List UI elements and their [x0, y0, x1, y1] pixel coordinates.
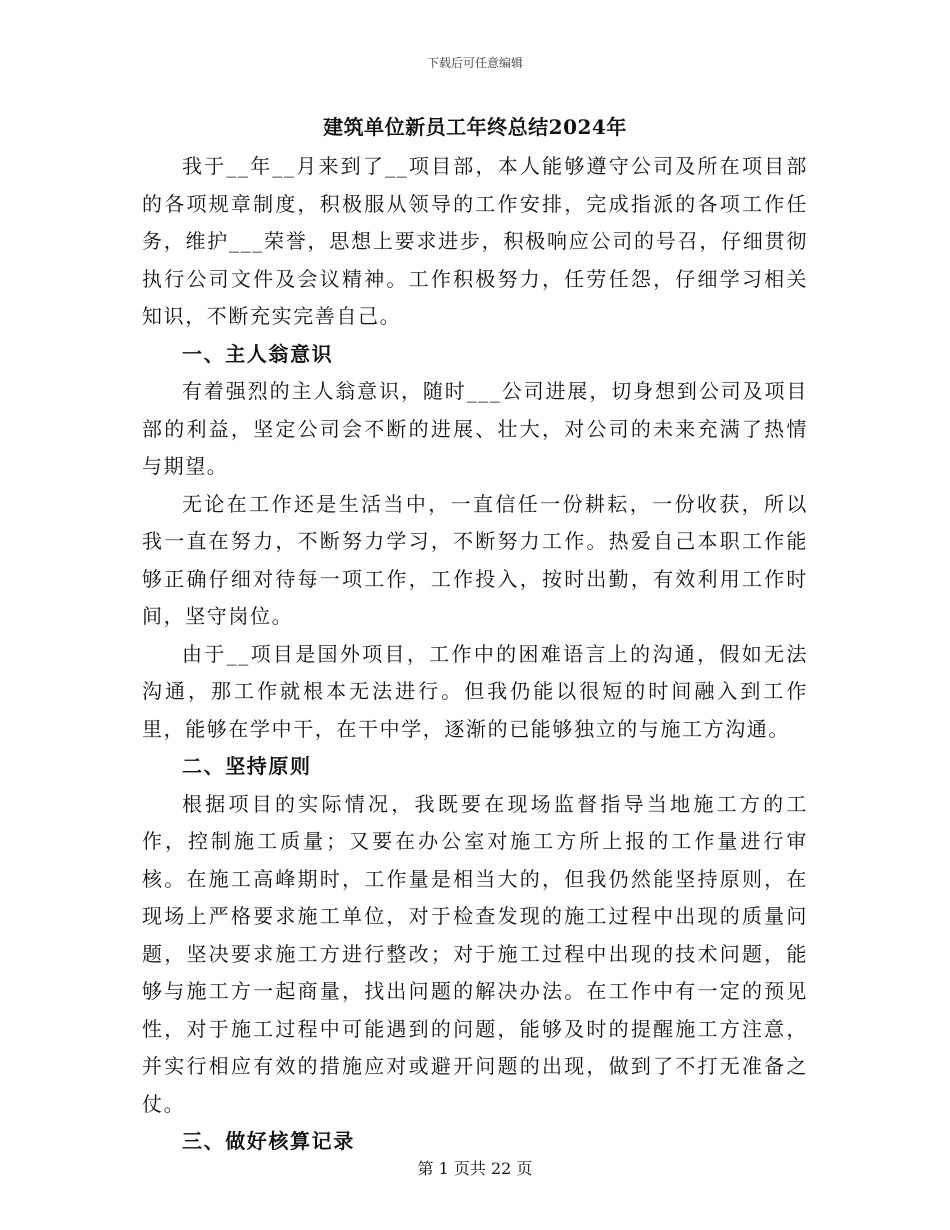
- page-header-note: 下载后可任意编辑: [426, 56, 523, 70]
- section-heading-ownership: 一、主人翁意识: [182, 341, 334, 366]
- section-heading-accounting: 三、做好核算记录: [182, 1129, 355, 1153]
- paragraph: 有着强烈的主人翁意识，随时___公司进展，切身想到公司及项目部的利益，坚定公司会不断的进展、壮大，对公司的未来充满了热情与期望。: [142, 379, 808, 478]
- section-heading-principles: 二、坚持原则: [182, 754, 312, 778]
- document-title: 建筑单位新员工年终总结2024年: [323, 115, 627, 139]
- page-number-footer: 第 1 页共 22 页: [417, 1159, 533, 1178]
- paragraph: 根据项目的实际情况，我既要在现场监督指导当地施工方的工作，控制施工质量；又要在办公室对施工方所上报的工作量进行审核。在施工高峰期时，工作量是相当大的，但我仍然能坚持原则，在现场上严格要求施工单位，对于检查发现的施工过程中出现的质量问题，坚决要求施工方进行整改；对于施工过程中出现的技术问题，能够与施工方一起商量，找出问题的解决办法。在工作中有一定的预见性，对于施工过程中可能遇到的问题，能够及时的提醒施工方注意，并实行相应有效的措施应对或避开问题的出现，做到了不打无准备之仗。: [142, 791, 808, 1116]
- document-body: [142, 114, 808, 1161]
- intro-paragraph: 我于__年__月来到了__项目部，本人能够遵守公司及所在项目部的各项规章制度，积极服从领导的工作安排，完成指派的各项工作任务，维护___荣誉，思想上要求进步，积极响应公司的号召，仔细贯彻执行公司文件及会议精神。工作积极努力，任劳任怨，仔细学习相关知识，不断充实完善自己。: [142, 154, 808, 328]
- paragraph: 无论在工作还是生活当中，一直信任一份耕耘，一份收获，所以我一直在努力，不断努力学习，不断努力工作。热爱自己本职工作能够正确仔细对待每一项工作，工作投入，按时出勤，有效利用工作时间，坚守岗位。: [142, 491, 808, 628]
- paragraph: 由于__项目是国外项目，工作中的困难语言上的沟通，假如无法沟通，那工作就根本无法进行。但我仍能以很短的时间融入到工作里，能够在学中干，在干中学，逐渐的已能够独立的与施工方沟通。: [142, 641, 808, 741]
